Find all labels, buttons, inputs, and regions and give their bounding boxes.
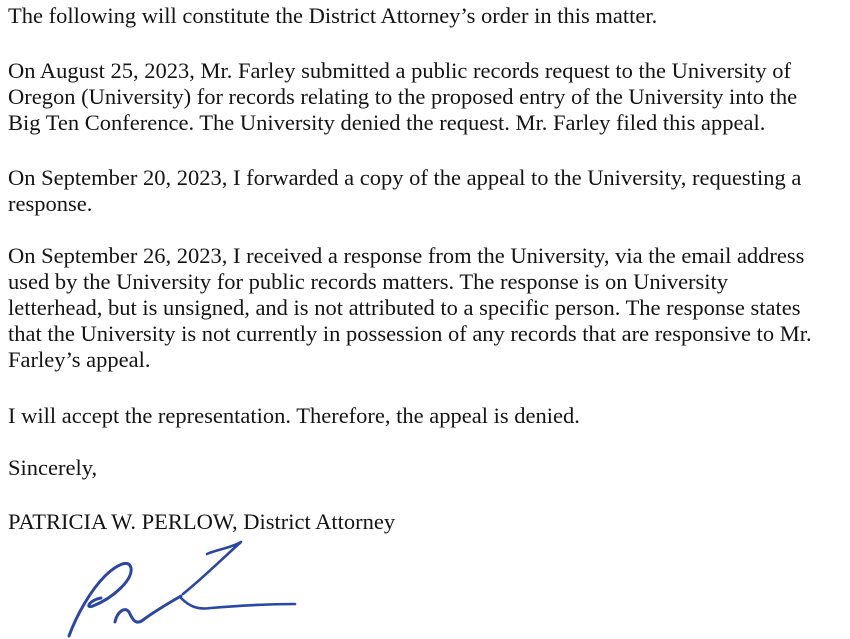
signature-stroke-2 [115,596,181,622]
response-line-3: letterhead, but is unsigned, and is not attributed to a specific person. The response states [8,295,801,320]
response-line-4: that the University is not currently in possession of any records that are responsive to Mr. [8,321,812,346]
response-paragraph [8,243,844,373]
closing-salutation [8,455,844,481]
signature-stroke-4 [181,598,295,609]
conclusion-paragraph [8,403,844,429]
handwritten-signature-icon [55,528,315,639]
forward-paragraph [8,165,844,217]
conclusion-line: I will accept the representation. Therefore, the appeal is denied. [8,403,580,428]
intro-paragraph [8,3,844,29]
closing-line: Sincerely, [8,455,98,480]
signatory-name: PATRICIA W. PERLOW, District Attorney [8,509,396,534]
signature-stroke-3 [183,542,241,594]
request-paragraph [8,58,844,136]
forward-line-2: response. [8,191,93,216]
response-line-1: On September 26, 2023, I received a response from the University, via the email address [8,243,805,268]
response-line-5: Farley’s appeal. [8,347,151,372]
request-line-1: On August 25, 2023, Mr. Farley submitted a public records request to the University of [8,58,792,83]
request-line-2: Oregon (University) for records relating to the proposed entry of the University into the [8,84,798,109]
intro-line: The following will constitute the District Attorney’s order in this matter. [8,3,658,28]
request-line-3: Big Ten Conference. The University denied the request. Mr. Farley filed this appeal. [8,110,766,135]
signature-stroke-1 [69,563,131,636]
response-line-2: used by the University for public records matters. The response is on University [8,269,729,294]
forward-line-1: On September 20, 2023, I forwarded a copy of the appeal to the University, requesting a [8,165,802,190]
